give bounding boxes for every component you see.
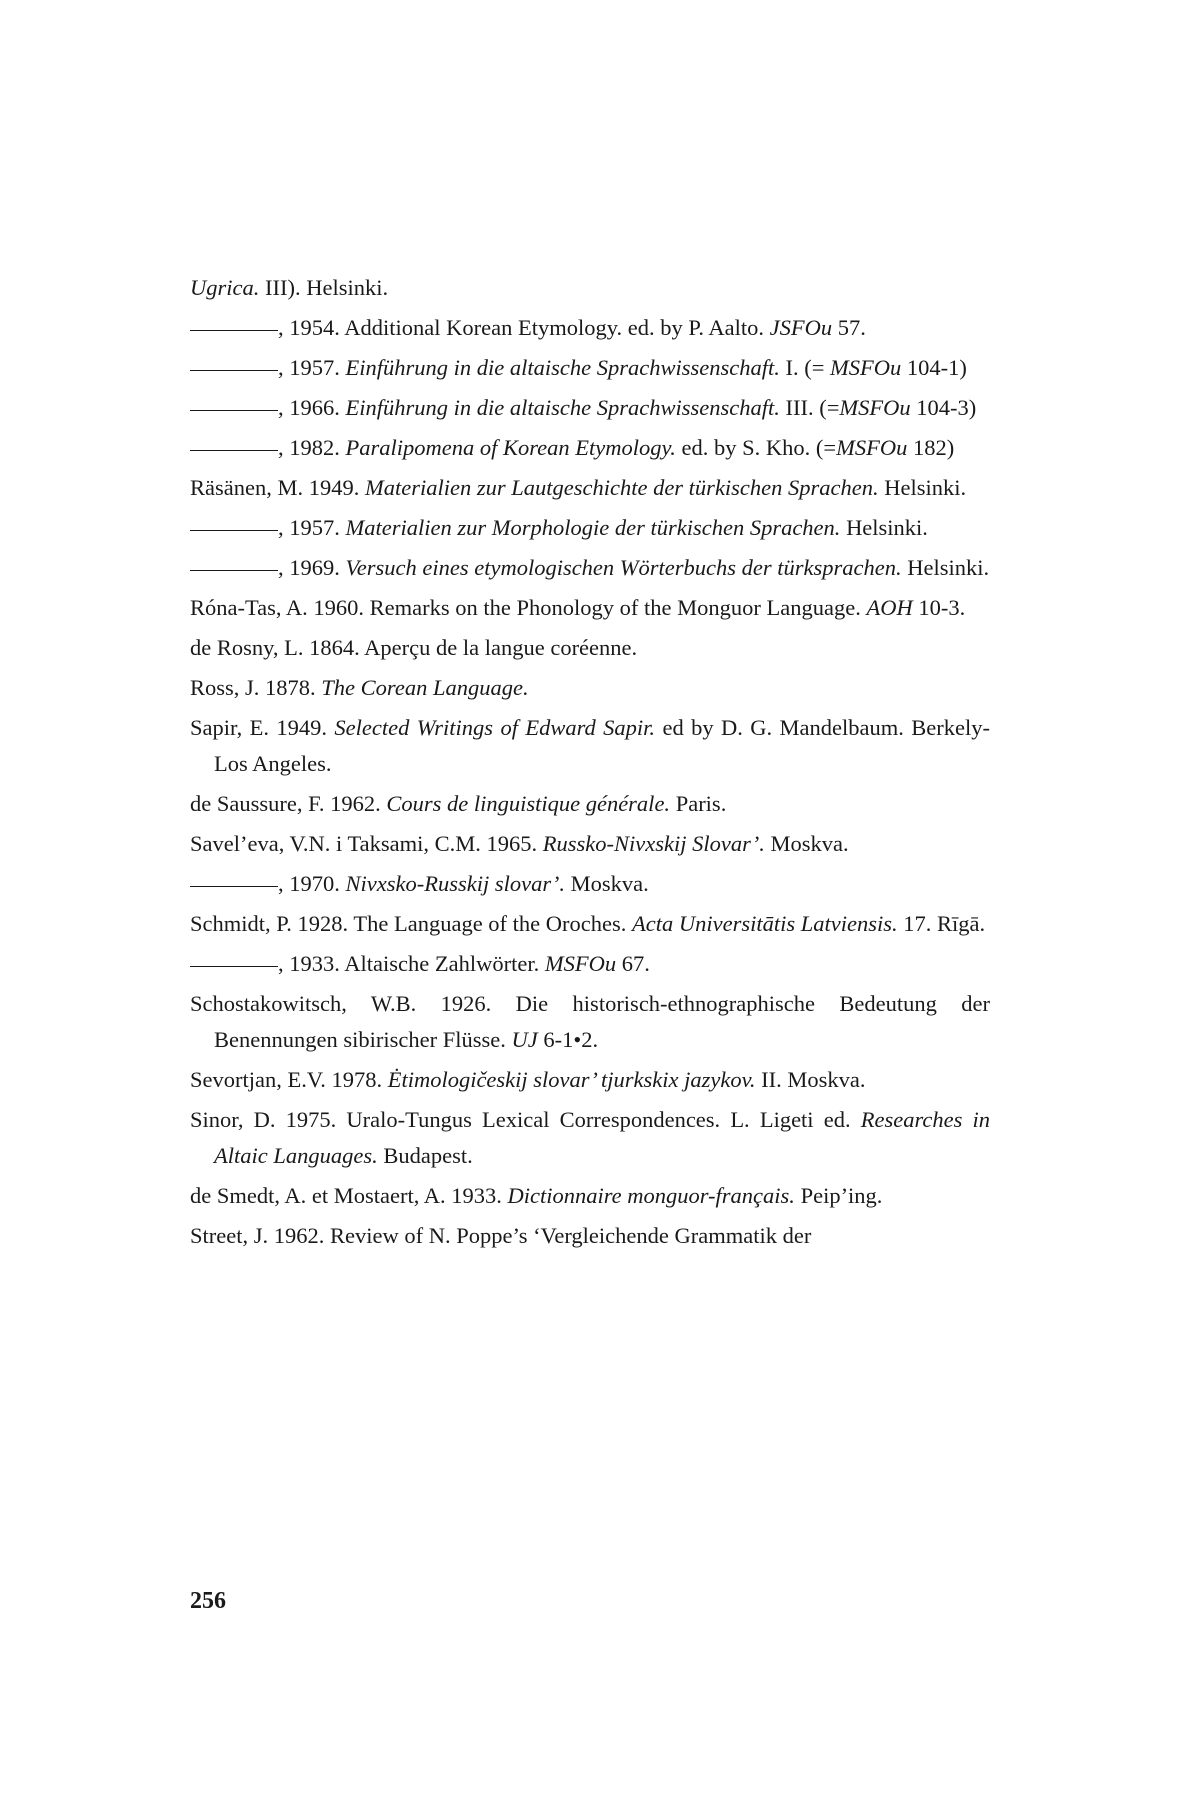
entry-title-italic: Cours de linguistique générale. <box>386 791 671 816</box>
entry-title-italic: Ugrica. <box>190 275 260 300</box>
entry-text: Róna-Tas, A. 1960. Remarks on the Phonology of the Monguor Language. <box>190 595 867 620</box>
entry-title-italic: Paralipomena of Korean Etymology. <box>345 435 676 460</box>
entry-text: 17. Rīgā. <box>897 911 986 936</box>
entry-text: Schostakowitsch, W.B. 1926. Die historisch-ethnographische Bedeutung der Benennungen sibirischer Flüsse. <box>190 991 990 1052</box>
entry-text: II. Moskva. <box>755 1067 866 1092</box>
entry-text: 6-1•2. <box>537 1027 599 1052</box>
entry-title-italic: Materialien zur Lautgeschichte der türkischen Sprachen. <box>364 475 879 500</box>
bibliography-entry <box>190 710 990 782</box>
bibliography-entry <box>190 430 990 466</box>
entry-title-italic: Einführung in die altaische Sprachwissenschaft. <box>345 355 780 380</box>
repeat-author-rule <box>190 450 278 451</box>
entry-title-italic: JSFOu <box>769 315 833 340</box>
page-number: 256 <box>190 1588 226 1614</box>
entry-title-italic: MSFOu <box>839 395 911 420</box>
entry-text: , 1982. <box>278 435 346 460</box>
entry-text: de Saussure, F. 1962. <box>190 791 387 816</box>
bibliography-entry <box>190 270 990 306</box>
bibliography-entry <box>190 350 990 386</box>
entry-text: Budapest. <box>377 1143 473 1168</box>
bibliography-entry <box>190 906 990 942</box>
bibliography-entry <box>190 1102 990 1174</box>
repeat-author-rule <box>190 370 278 371</box>
entry-text: Peip’ing. <box>794 1183 883 1208</box>
entry-title-italic: MSFOu <box>836 435 908 460</box>
entry-title-italic: Russko-Nivxskij Slovar’. <box>542 831 765 856</box>
bibliography-entry <box>190 866 990 902</box>
repeat-author-rule <box>190 330 278 331</box>
entry-text: 57. <box>832 315 866 340</box>
entry-text: I. (= <box>779 355 831 380</box>
bibliography-entry <box>190 510 990 546</box>
entry-title-italic: AOH <box>866 595 913 620</box>
entry-text: 104-3) <box>910 395 977 420</box>
bibliography-entry <box>190 826 990 862</box>
bibliography-entry <box>190 470 990 506</box>
entry-text: 10-3. <box>912 595 966 620</box>
entry-title-italic: Nivxsko-Russkij slovar’. <box>345 871 566 896</box>
entry-text: Moskva. <box>764 831 849 856</box>
entry-text: III. (= <box>779 395 840 420</box>
entry-title-italic: Materialien zur Morphologie der türkischen Sprachen. <box>345 515 841 540</box>
bibliography-entry <box>190 1218 990 1254</box>
bibliography-list <box>190 270 990 1258</box>
entry-text: ed by D. G. Mandelbaum. Berkely-Los Angeles. <box>214 715 991 776</box>
bibliography-entry <box>190 390 990 426</box>
repeat-author-rule <box>190 530 278 531</box>
entry-text: Sapir, E. 1949. <box>190 715 335 740</box>
repeat-author-rule <box>190 886 278 887</box>
entry-text: 67. <box>616 951 650 976</box>
entry-text: de Rosny, L. 1864. Aperçu de la langue coréenne. <box>190 635 638 660</box>
entry-text: Helsinki. <box>878 475 967 500</box>
entry-text: ed. by S. Kho. (= <box>675 435 837 460</box>
entry-text: Schmidt, P. 1928. The Language of the Oroches. <box>190 911 633 936</box>
entry-text: de Smedt, A. et Mostaert, A. 1933. <box>190 1183 508 1208</box>
entry-text: , 1933. Altaische Zahlwörter. <box>278 951 545 976</box>
entry-text: Ross, J. 1878. <box>190 675 322 700</box>
bibliography-entry <box>190 946 990 982</box>
bibliography-entry <box>190 670 990 706</box>
entry-text: , 1957. <box>278 515 346 540</box>
entry-text: , 1969. <box>278 555 346 580</box>
entry-text: Sevortjan, E.V. 1978. <box>190 1067 388 1092</box>
entry-title-italic: MSFOu <box>830 355 902 380</box>
entry-text: 104-1) <box>901 355 967 380</box>
bibliography-entry <box>190 590 990 626</box>
entry-title-italic: The Corean Language. <box>321 675 529 700</box>
entry-text: Sinor, D. 1975. Uralo-Tungus Lexical Correspondences. L. Ligeti ed. <box>190 1107 861 1132</box>
entry-text: , 1970. <box>278 871 346 896</box>
entry-text: Street, J. 1962. Review of N. Poppe’s ‘Vergleichende Grammatik der <box>190 1223 812 1248</box>
repeat-author-rule <box>190 410 278 411</box>
entry-text: Paris. <box>670 791 727 816</box>
entry-title-italic: Dictionnaire monguor-français. <box>507 1183 795 1208</box>
entry-title-italic: Selected Writings of Edward Sapir. <box>334 715 656 740</box>
entry-text: , 1966. <box>278 395 346 420</box>
repeat-author-rule <box>190 570 278 571</box>
entry-title-italic: Versuch eines etymologischen Wörterbuchs der türksprachen. <box>345 555 902 580</box>
entry-text: Helsinki. <box>901 555 990 580</box>
entry-title-italic: Researches in Altaic Languages. <box>214 1107 990 1168</box>
entry-text: III). Helsinki. <box>259 275 389 300</box>
bibliography-entry <box>190 786 990 822</box>
entry-text: , 1954. Additional Korean Etymology. ed. by P. Aalto. <box>278 315 770 340</box>
bibliography-entry <box>190 550 990 586</box>
entry-text: Räsänen, M. 1949. <box>190 475 365 500</box>
bibliography-entry <box>190 1178 990 1214</box>
entry-title-italic: Einführung in die altaische Sprachwissenschaft. <box>345 395 780 420</box>
bibliography-entry <box>190 986 990 1058</box>
entry-text: Savel’eva, V.N. i Taksami, C.M. 1965. <box>190 831 543 856</box>
entry-title-italic: UJ <box>511 1027 538 1052</box>
entry-title-italic: Ėtimologičeskij slovar’ tjurkskix jazykov. <box>387 1067 756 1092</box>
bibliography-entry <box>190 310 990 346</box>
bibliography-entry <box>190 1062 990 1098</box>
entry-title-italic: Acta Universitātis Latviensis. <box>632 911 898 936</box>
repeat-author-rule <box>190 966 278 967</box>
entry-text: Helsinki. <box>840 515 928 540</box>
entry-text: Moskva. <box>565 871 649 896</box>
entry-text: , 1957. <box>278 355 346 380</box>
entry-title-italic: MSFOu <box>544 951 617 976</box>
bibliography-entry <box>190 630 990 666</box>
entry-text: 182) <box>907 435 955 460</box>
